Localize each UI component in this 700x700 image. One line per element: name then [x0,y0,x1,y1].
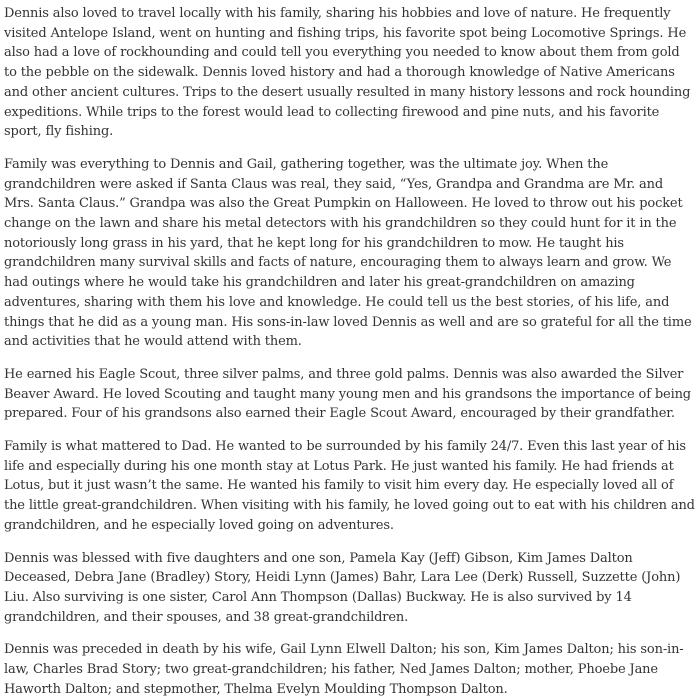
paragraph-family-mattered: Family is what mattered to Dad. He wanted to be surrounded by his family 24/7. Even this last year of his life and especially during his one month stay at Lotus Park. He just wanted his family. He had friends at Lotus, but it just wasn’t the same. He wanted his family to visit him every day. He especially loved all of the little great-grandchildren. When visiting with his family, he loved going out to eat with his children and grandchildren, and he especially loved going on adventures. [4,439,695,533]
paragraph-preceded-in-death: Dennis was preceded in death by his wife, Gail Lynn Elwell Dalton; his son, Kim James Dalton; his son-in-law, Charles Brad Story; two great-grandchildren; his father, Ned James Dalton; mother, Phoebe Jane Haworth Dalton; and stepmother, Thelma Evelyn Moulding Thompson Dalton. [4,642,684,697]
paragraph-travel-hobbies: Dennis also loved to travel locally with his family, sharing his hobbies and love of nature. He frequently visited Antelope Island, went on hunting and fishing trips, his favorite spot being Locomotive Springs. He also had a love of rockhounding and could tell you everything you needed to know about them from gold to the pebble on the sidewalk. Dennis loved history and had a thorough knowledge of Native Americans and other ancient cultures. Trips to the desert usually resulted in many history lessons and rock hounding expeditions. While trips to the forest would lead to collecting firewood and pine nuts, and his favorite sport, fly fishing. [4,6,691,140]
paragraph-family-grandchildren: Family was everything to Dennis and Gail, gathering together, was the ultimate joy. When the grandchildren were asked if Santa Claus was real, they said, “Yes, Grandpa and Grandma are Mr. and Mrs. Santa Claus.” Grandpa was also the Great Pumpkin on Halloween. He loved to throw out his pocket change on the lawn and share his metal detectors with his grandchildren so they could hunt for it in the notoriously long grass in his yard, that he kept long for his grandchildren to mow. He taught his grandchildren many survival skills and facts of nature, encouraging them to always learn and grow. We had outings where he would take his grandchildren and later his great-grandchildren on amazing adventures, sharing with them his love and knowledge. He could tell us the best stories, of his life, and things that he did as a young man. His sons-in-law loved Dennis as well and are so grateful for all the time and activities that he would attend with them. [4,156,692,350]
paragraph-survived-by: Dennis was blessed with five daughters and one son, Pamela Kay (Jeff) Gibson, Kim James Dalton Deceased, Debra Jane (Bradley) Story, Heidi Lynn (James) Bahr, Lara Lee (Derk) Russell, Suzzette (John) Liu. Also surviving is one sister, Carol Ann Thompson (Dallas) Buckway. He is also survived by 14 grandchildren, and their spouses, and 38 great-grandchildren. [4,550,681,625]
paragraph-scouting: He earned his Eagle Scout, three silver palms, and three gold palms. Dennis was also awarded the Silver Beaver Award. He loved Scouting and taught many young men and his grandsons the importance of being prepared. Four of his grandsons also earned their Eagle Scout Award, encouraged by their grandfather. [4,366,691,422]
